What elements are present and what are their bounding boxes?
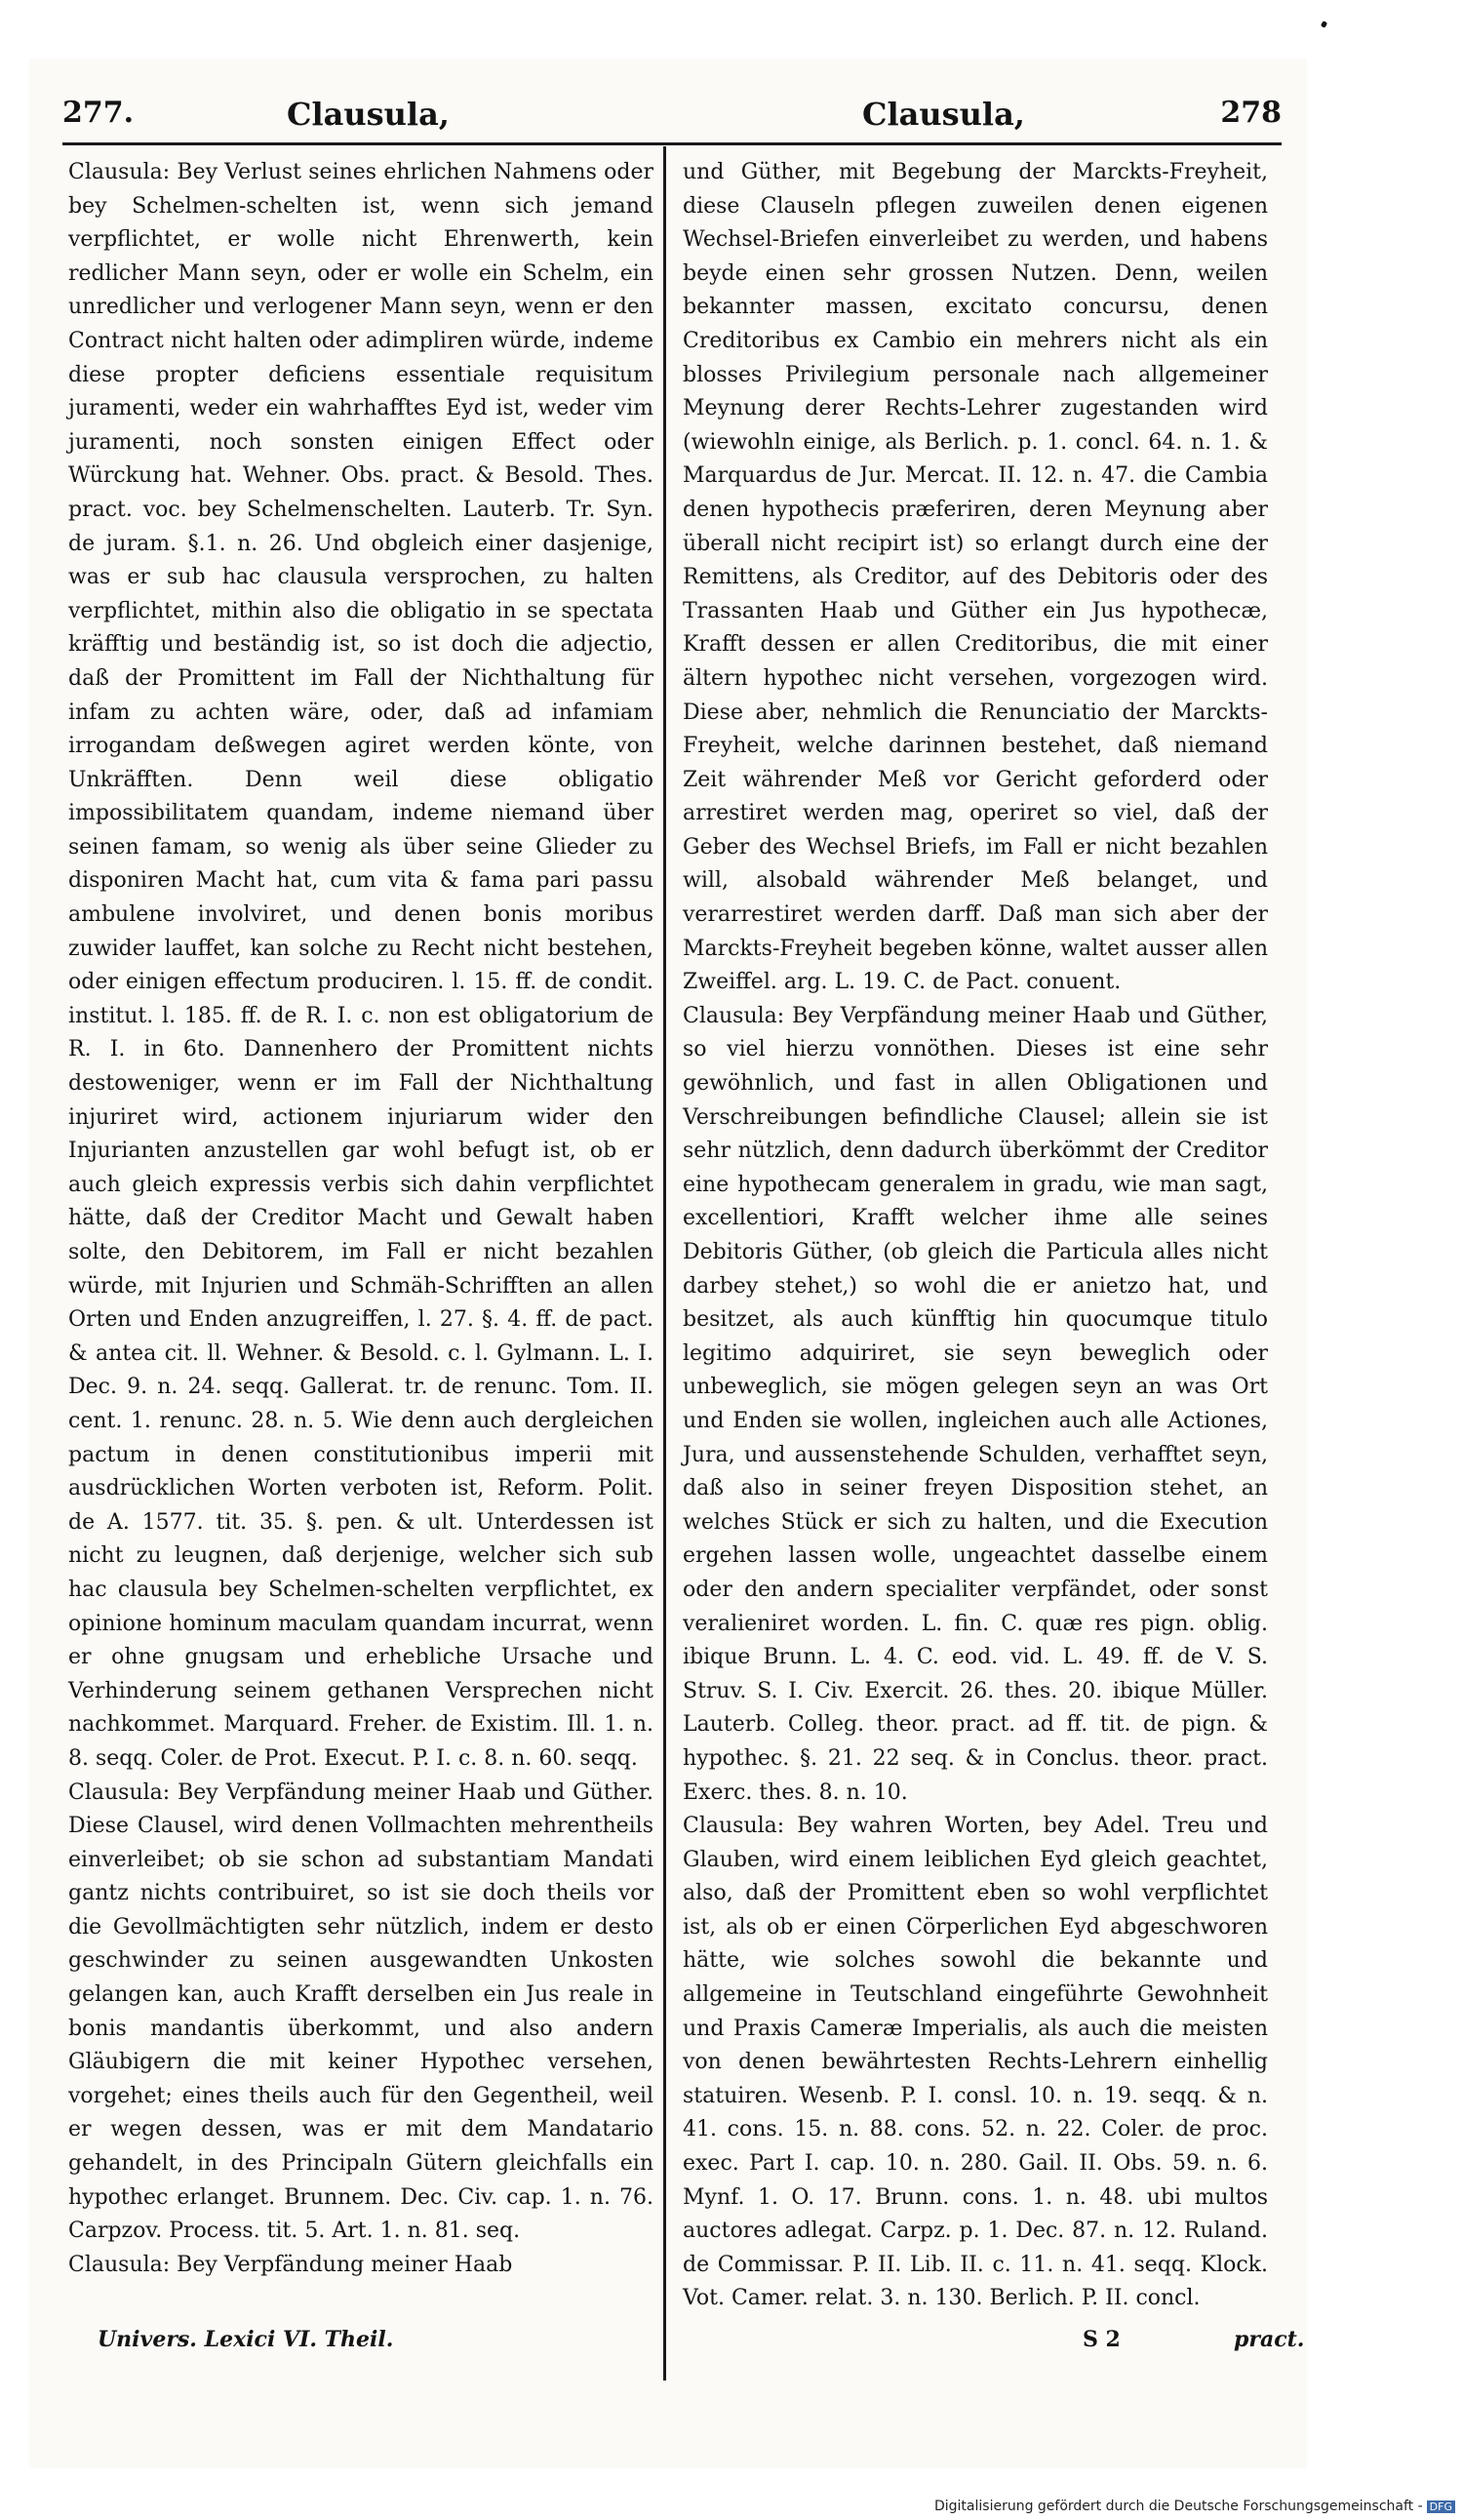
dfg-logo: DFG [1427,2500,1455,2513]
right-page-number: 278 [1220,96,1282,130]
left-column [68,156,653,2282]
digitization-note: Digitalisierung gefördert durch die Deutsche Forschungsgemeinschaft - [933,2499,1423,2514]
left-running-title: Clausula, [287,96,450,133]
right-running-title: Clausula, [862,96,1025,133]
right-column [683,156,1268,2316]
ink-speck [1321,20,1327,28]
digitization-credit [934,2499,1455,2514]
entry-marckts-freyheit: und Güther, mit Begebung der Marckts-Freyheit, diese Clauseln pflegen zuweilen denen eigenen Wechsel-Briefen einverleibet zu werden, und habens beyde einen sehr grossen Nutzen. Denn, weilen bekannter massen, excitato concursu, denen Creditoribus ex Cambio ein mehrers nicht als ein blosses Privilegium personale nach allgemeiner Meynung derer Rechts-Lehrer zugestanden wird (wiewohln einige, als Berlich. p. 1. concl. 64. n. 1. & Marquardus de Jur. Mercat. II. 12. n. 47. die Cambia denen hypothecis præferiren, deren Meynung aber überall nicht recipirt ist) so erlangt durch eine der Remittens, als Creditor, auf des Debitoris oder des Trassanten Haab und Güther ein Jus hypothecæ, Krafft dessen er allen Creditoribus, die mit einer ältern hypothec nicht versehen, vorgezogen wird. Diese aber, nehmlich die Renunciatio der Marckts-Freyheit, welche darinnen bestehet, daß niemand Zeit währender Meß vor Gericht geforderd oder arrestiret werden mag, operiret so viel, daß der Geber des Wechsel Briefs, im Fall er nicht bezahlen will, alsobald währender Meß belanget, und verarrestiret werden darff. Daß man sich aber der Marckts-Freyheit begeben könne, waltet ausser allen Zweiffel. arg. L. 19. C. de Pact. conuent. [683,160,1268,995]
signature-line: Univers. Lexici VI. Theil. [98,2327,394,2352]
signature-mark: S 2 [1083,2327,1121,2352]
entry-bey-wahren-worten: Clausula: Bey wahren Worten, bey Adel. Treu und Glauben, wird einem leiblichen Eyd gleich geachtet, also, daß der Promittent eben so wohl verpflichtet ist, als ob er einen Cörperlichen Eyd abgeschworen hätte, wie solches sowohl die bekannte und allgemeine in Teutschland eingeführte Gewohnheit und Praxis Cameræ Imperialis, als auch die meisten von denen bewährtesten Rechts-Lehrern einhellig statuiren. Wesenb. P. I. consl. 10. n. 19. seqq. & n. 41. cons. 15. n. 88. cons. 52. n. 22. Coler. de proc. exec. Part I. cap. 10. n. 280. Gail. II. Obs. 59. n. 6. Mynf. 1. O. 17. Brunn. cons. 1. n. 48. ubi multos auctores adlegat. Carpz. p. 1. Dec. 87. n. 12. Ruland. de Commissar. P. II. Lib. II. c. 11. n. 41. seqq. Klock. Vot. Camer. relat. 3. n. 130. Berlich. P. II. concl. [683,1814,1268,2311]
entry-bey-verpfaendung-haab: Clausula: Bey Verpfändung meiner Haab und Güther. Diese Clausel, wird denen Vollmachten mehrentheils einverleibet; ob sie schon ad substantiam Mandati gantz nichts contribuiret, so ist sie doch theils vor die Gevollmächtigten sehr nützlich, indem er desto geschwinder zu seinen ausgewandten Unkosten gelangen kan, auch Krafft derselben ein Jus reale in bonis mandantis überkommt, und also andern Gläubigern die mit keiner Hypothec versehen, vorgehet; eines theils auch für den Gegentheil, weil er wegen dessen, was er mit dem Mandatario gehandelt, in des Principaln Gütern gleichfalls ein hypothec erlanget. Brunnem. Dec. Civ. cap. 1. n. 76. Carpzov. Process. tit. 5. Art. 1. n. 81. seq. [68,1780,653,2244]
catchword: pract. [1234,2327,1305,2352]
left-page-number: 277. [62,96,135,130]
entry-bey-verlust: Clausula: Bey Verlust seines ehrlichen Nahmens oder bey Schelmen-schelten ist, wenn sich jemand verpflichtet, er wolle nicht Ehrenwerth, kein redlicher Mann seyn, oder er wolle ein Schelm, ein unredlicher und verlogener Mann seyn, wenn er den Contract nicht halten oder adimpliren würde, indeme diese propter deficiens essentiale requisitum juramenti, weder ein wahrhafftes Eyd ist, weder vim juramenti, noch sonsten einigen Effect oder Würckung hat. Wehner. Obs. pract. & Besold. Thes. pract. voc. bey Schelmenschelten. Lauterb. Tr. Syn. de juram. §.1. n. 26. Und obgleich einer dasjenige, was er sub hac clausula versprochen, zu halten verpflichtet, mithin also die obligatio in se spectata kräfftig und beständig ist, so ist doch die adjectio, daß der Promittent im Fall der Nichthaltung für infam zu achten wäre, oder, daß ad infamiam irrogandam deßwegen agiret werden könte, von Unkräfften. Denn weil diese obligatio impossibilitatem quandam, indeme niemand über seinen famam, so wenig als über seine Glieder zu disponiren Macht hat, cum vita & fama pari passu ambulene involviret, und denen bonis moribus zuwider lauffet, kan solche zu Recht nicht bestehen, oder einigen effectum produciren. l. 15. ff. de condit. institut. l. 185. ff. de R. I. c. non est obligatorium de R. I. in 6to. Dannenhero der Promittent nichts destoweniger, wenn er im Fall der Nichthaltung injuriret wird, actionem injuriarum wider den Injurianten anzustellen gar wohl befugt ist, ob er auch gleich expressis verbis sich dahin verpflichtet hätte, daß der Creditor Macht und Gewalt haben solte, den Debitorem, im Fall er nicht bezahlen würde, mit Injurien und Schmäh-Schrifften an allen Orten und Enden anzugreiffen, l. 27. §. 4. ff. de pact. & antea cit. ll. Wehner. & Besold. c. l. Gylmann. L. I. Dec. 9. n. 24. seqq. Gallerat. tr. de renunc. Tom. II. cent. 1. renunc. 28. n. 5. Wie denn auch dergleichen pactum in denen constitutionibus imperii mit ausdrücklichen Worten verboten ist, Reform. Polit. de A. 1577. tit. 35. §. pen. & ult. Unterdessen ist nicht zu leugnen, daß derjenige, welcher sich sub hac clausula bey Schelmen-schelten verpflichtet, ex opinione hominum maculam quandam incurrat, wenn er ohne gnugsam und erhebliche Ursache und Verhinderung seinem gethanen Versprechen nicht nachkommet. Marquard. Freher. de Existim. Ill. 1. n. 8. seqq. Coler. de Prot. Execut. P. I. c. 8. n. 60. seqq. [68,160,653,1771]
header-rule [62,142,1282,145]
running-header [62,96,1282,144]
entry-bey-verpfaendung-continued: Clausula: Bey Verpfändung meiner Haab [68,2252,513,2277]
entry-so-viel-hierzu: Clausula: Bey Verpfändung meiner Haab und Güther, so viel hierzu vonnöthen. Dieses ist eine sehr gewöhnlich, und fast in allen Obligationen und Verschreibungen befindliche Clausel; allein sie ist sehr nützlich, denn dadurch überkömmt der Creditor eine hypothecam generalem in gradu, wie man sagt, excellentiori, Krafft welcher ihme alle seines Debitoris Güther, (ob gleich die Particula alles nicht darbey stehet,) so wohl die er anietzo hat, und besitzet, als auch künfftig hin quocumque titulo legitimo adquiriret, sie seyn beweglich oder unbeweglich, sie mögen gelegen seyn an was Ort und Enden sie wollen, ingleichen auch alle Actiones, Jura, und aussenstehende Schulden, verhafftet seyn, daß also in seiner freyen Disposition stehet, an welches Stück er sich zu halten, und die Execution ergehen lassen wolle, ungeachtet dasselbe einem oder den andern specialiter verpfändet, oder sonst veralieniret worden. L. fin. C. quæ res pign. oblig. ibique Brunn. L. 4. C. eod. vid. L. 49. ff. de V. S. Struv. S. I. Civ. Exercit. 26. thes. 20. ibique Müller. Lauterb. Colleg. theor. pract. ad ff. tit. de pign. & hypothec. §. 21. 22 seq. & in Conclus. theor. pract. Exerc. thes. 8. n. 10. [683,1003,1268,1805]
column-divider [663,146,666,2380]
